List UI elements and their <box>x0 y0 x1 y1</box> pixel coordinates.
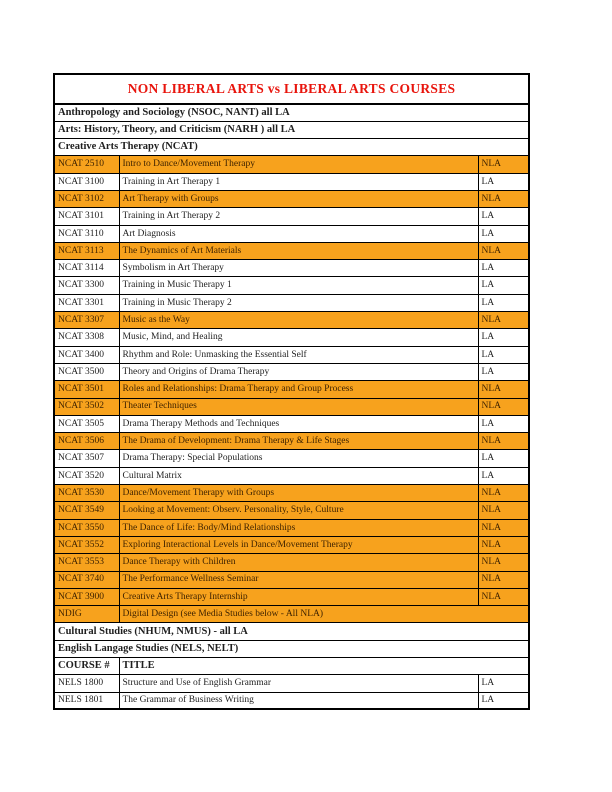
course-code-cell: NCAT 3307 <box>54 312 119 329</box>
course-row <box>54 433 529 450</box>
course-title-cell: Symbolism in Art Therapy <box>119 260 478 277</box>
section-header-row <box>54 139 529 156</box>
course-code-cell: NCAT 3502 <box>54 398 119 415</box>
course-title-cell: Music as the Way <box>119 312 478 329</box>
course-code-cell: NCAT 3506 <box>54 433 119 450</box>
designation-cell: NLA <box>478 156 529 173</box>
course-row <box>54 692 529 709</box>
course-code-cell: NCAT 3549 <box>54 502 119 519</box>
course-code-cell: NCAT 3900 <box>54 588 119 605</box>
course-code-cell: NDIG <box>54 606 119 623</box>
course-title-cell: The Grammar of Business Writing <box>119 692 478 709</box>
designation-cell: NLA <box>478 398 529 415</box>
course-row <box>54 467 529 484</box>
course-title-cell: Music, Mind, and Healing <box>119 329 478 346</box>
course-title-cell: Training in Music Therapy 1 <box>119 277 478 294</box>
course-title-cell: Rhythm and Role: Unmasking the Essential Self <box>119 346 478 363</box>
course-row <box>54 242 529 259</box>
designation-cell: LA <box>478 346 529 363</box>
section-header-label: Arts: History, Theory, and Criticism (NARH ) all LA <box>54 121 529 138</box>
course-title-cell: Art Therapy with Groups <box>119 190 478 207</box>
course-code-cell: NCAT 3500 <box>54 363 119 380</box>
designation-cell: LA <box>478 277 529 294</box>
section-header-label: Creative Arts Therapy (NCAT) <box>54 139 529 156</box>
course-title-cell: Roles and Relationships: Drama Therapy and Group Process <box>119 381 478 398</box>
section-header-row <box>54 104 529 121</box>
course-row <box>54 606 529 623</box>
course-row <box>54 554 529 571</box>
course-code-cell: NCAT 3550 <box>54 519 119 536</box>
designation-cell: NLA <box>478 381 529 398</box>
course-row <box>54 225 529 242</box>
course-title-cell: Training in Art Therapy 1 <box>119 173 478 190</box>
course-title-cell: Structure and Use of English Grammar <box>119 675 478 692</box>
course-title-cell: The Performance Wellness Seminar <box>119 571 478 588</box>
course-row <box>54 156 529 173</box>
course-code-cell: NCAT 2510 <box>54 156 119 173</box>
course-code-cell: NCAT 3507 <box>54 450 119 467</box>
course-row <box>54 294 529 311</box>
course-code-cell: NCAT 3110 <box>54 225 119 242</box>
course-title-cell: Intro to Dance/Movement Therapy <box>119 156 478 173</box>
designation-cell: LA <box>478 208 529 225</box>
designation-cell: LA <box>478 415 529 432</box>
course-code-cell: NCAT 3308 <box>54 329 119 346</box>
designation-cell: NLA <box>478 242 529 259</box>
designation-cell: NLA <box>478 588 529 605</box>
course-code-cell: NCAT 3530 <box>54 485 119 502</box>
course-title-cell: Art Diagnosis <box>119 225 478 242</box>
section-header-row <box>54 121 529 138</box>
course-row <box>54 329 529 346</box>
designation-cell: LA <box>478 692 529 709</box>
course-code-cell: NCAT 3301 <box>54 294 119 311</box>
designation-cell: LA <box>478 225 529 242</box>
course-row <box>54 277 529 294</box>
course-row <box>54 398 529 415</box>
table-title-row <box>54 74 529 104</box>
section-header-label: Anthropology and Sociology (NSOC, NANT) all LA <box>54 104 529 121</box>
course-row <box>54 208 529 225</box>
course-row <box>54 675 529 692</box>
course-row <box>54 536 529 553</box>
course-title-cell: Drama Therapy Methods and Techniques <box>119 415 478 432</box>
course-title-cell: Digital Design (see Media Studies below - All NLA) <box>119 606 529 623</box>
title-column-header: TITLE <box>119 658 529 675</box>
designation-cell: LA <box>478 329 529 346</box>
course-code-cell: NCAT 3520 <box>54 467 119 484</box>
designation-cell: NLA <box>478 312 529 329</box>
course-row <box>54 190 529 207</box>
course-code-cell: NCAT 3505 <box>54 415 119 432</box>
designation-cell: NLA <box>478 554 529 571</box>
section-header-row <box>54 640 529 657</box>
designation-cell: LA <box>478 260 529 277</box>
course-row <box>54 363 529 380</box>
course-code-cell: NELS 1801 <box>54 692 119 709</box>
course-title-cell: Cultural Matrix <box>119 467 478 484</box>
designation-cell: LA <box>478 363 529 380</box>
column-header-row <box>54 658 529 675</box>
table-title: NON LIBERAL ARTS vs LIBERAL ARTS COURSES <box>54 74 529 104</box>
course-code-cell: NCAT 3740 <box>54 571 119 588</box>
course-title-cell: Theater Techniques <box>119 398 478 415</box>
course-code-cell: NCAT 3400 <box>54 346 119 363</box>
course-row <box>54 381 529 398</box>
course-code-cell: NELS 1800 <box>54 675 119 692</box>
designation-cell: NLA <box>478 519 529 536</box>
course-number-column-header: COURSE # <box>54 658 119 675</box>
course-title-cell: Training in Art Therapy 2 <box>119 208 478 225</box>
designation-cell: NLA <box>478 536 529 553</box>
course-row <box>54 260 529 277</box>
course-row <box>54 519 529 536</box>
designation-cell: LA <box>478 450 529 467</box>
course-title-cell: The Drama of Development: Drama Therapy & Life Stages <box>119 433 478 450</box>
designation-cell: NLA <box>478 190 529 207</box>
course-code-cell: NCAT 3300 <box>54 277 119 294</box>
designation-cell: LA <box>478 675 529 692</box>
designation-cell: NLA <box>478 485 529 502</box>
section-header-label: English Langage Studies (NELS, NELT) <box>54 640 529 657</box>
course-row <box>54 485 529 502</box>
course-code-cell: NCAT 3102 <box>54 190 119 207</box>
designation-cell: LA <box>478 294 529 311</box>
designation-cell: LA <box>478 173 529 190</box>
courses-table <box>53 73 530 710</box>
designation-cell: NLA <box>478 433 529 450</box>
designation-cell: LA <box>478 467 529 484</box>
designation-cell: NLA <box>478 502 529 519</box>
course-title-cell: Dance Therapy with Children <box>119 554 478 571</box>
course-title-cell: Looking at Movement: Observ. Personality, Style, Culture <box>119 502 478 519</box>
course-title-cell: Dance/Movement Therapy with Groups <box>119 485 478 502</box>
course-code-cell: NCAT 3553 <box>54 554 119 571</box>
course-title-cell: Theory and Origins of Drama Therapy <box>119 363 478 380</box>
course-code-cell: NCAT 3114 <box>54 260 119 277</box>
course-row <box>54 415 529 432</box>
course-row <box>54 502 529 519</box>
course-code-cell: NCAT 3101 <box>54 208 119 225</box>
course-title-cell: The Dynamics of Art Materials <box>119 242 478 259</box>
course-code-cell: NCAT 3552 <box>54 536 119 553</box>
designation-cell: NLA <box>478 571 529 588</box>
course-title-cell: The Dance of Life: Body/Mind Relationships <box>119 519 478 536</box>
section-header-row <box>54 623 529 640</box>
course-title-cell: Exploring Interactional Levels in Dance/Movement Therapy <box>119 536 478 553</box>
course-title-cell: Creative Arts Therapy Internship <box>119 588 478 605</box>
course-title-cell: Training in Music Therapy 2 <box>119 294 478 311</box>
course-code-cell: NCAT 3501 <box>54 381 119 398</box>
course-row <box>54 571 529 588</box>
course-code-cell: NCAT 3113 <box>54 242 119 259</box>
course-code-cell: NCAT 3100 <box>54 173 119 190</box>
course-row <box>54 346 529 363</box>
course-row <box>54 312 529 329</box>
section-header-label: Cultural Studies (NHUM, NMUS) - all LA <box>54 623 529 640</box>
course-row <box>54 588 529 605</box>
course-row <box>54 173 529 190</box>
course-title-cell: Drama Therapy: Special Populations <box>119 450 478 467</box>
course-row <box>54 450 529 467</box>
